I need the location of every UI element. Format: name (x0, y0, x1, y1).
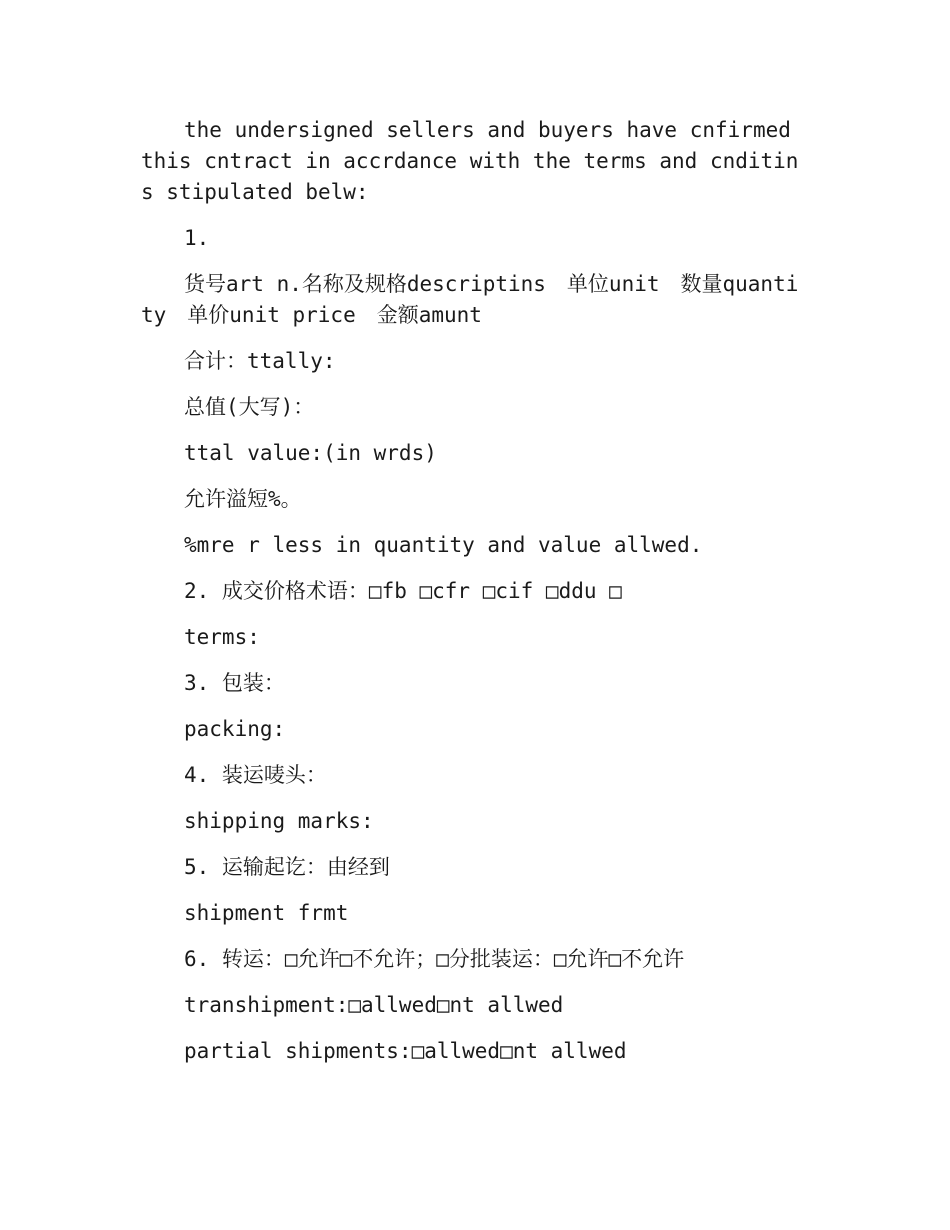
clause-6-transhipment-cn: 6. 转运：□允许□不允许；□分批装运：□允许□不允许 (184, 947, 685, 971)
document-body (141, 115, 809, 1082)
clause-6-partial-shipments-en: partial shipments:□allwed□nt allwed (184, 1039, 627, 1063)
clause-3-packing-en: packing: (184, 717, 286, 741)
clause-4-marks-cn: 4. 装运唛头： (184, 763, 327, 787)
clause-5-shipment-en: shipment frmt (184, 901, 349, 925)
clause-1-number: 1. (184, 226, 210, 250)
clause-5-shipment-cn: 5. 运输起讫：由经到 (184, 855, 390, 879)
total-value-cn: 总值(大写)： (184, 395, 315, 419)
goods-table-header: 货号art n.名称及规格descriptins 单位unit 数量quantity 单价unit price 金额amunt (141, 272, 799, 327)
clause-2-terms-en: terms: (184, 625, 260, 649)
clause-4-marks-en: shipping marks: (184, 809, 374, 833)
total-line: 合计：ttally: (184, 349, 336, 373)
tolerance-cn: 允许溢短%。 (184, 487, 302, 511)
intro-paragraph: the undersigned sellers and buyers have cnfirmed this cntract in accrdance with the terms and cnditins stipulated belw: (141, 118, 799, 204)
clause-6-transhipment-en: transhipment:□allwed□nt allwed (184, 993, 564, 1017)
tolerance-en: %mre r less in quantity and value allwed. (184, 533, 703, 557)
clause-3-packing-cn: 3. 包装： (184, 671, 285, 695)
total-value-en: ttal value:(in wrds) (184, 441, 437, 465)
clause-2-price-terms: 2. 成交价格术语：□fb □cfr □cif □ddu □ (184, 579, 622, 603)
